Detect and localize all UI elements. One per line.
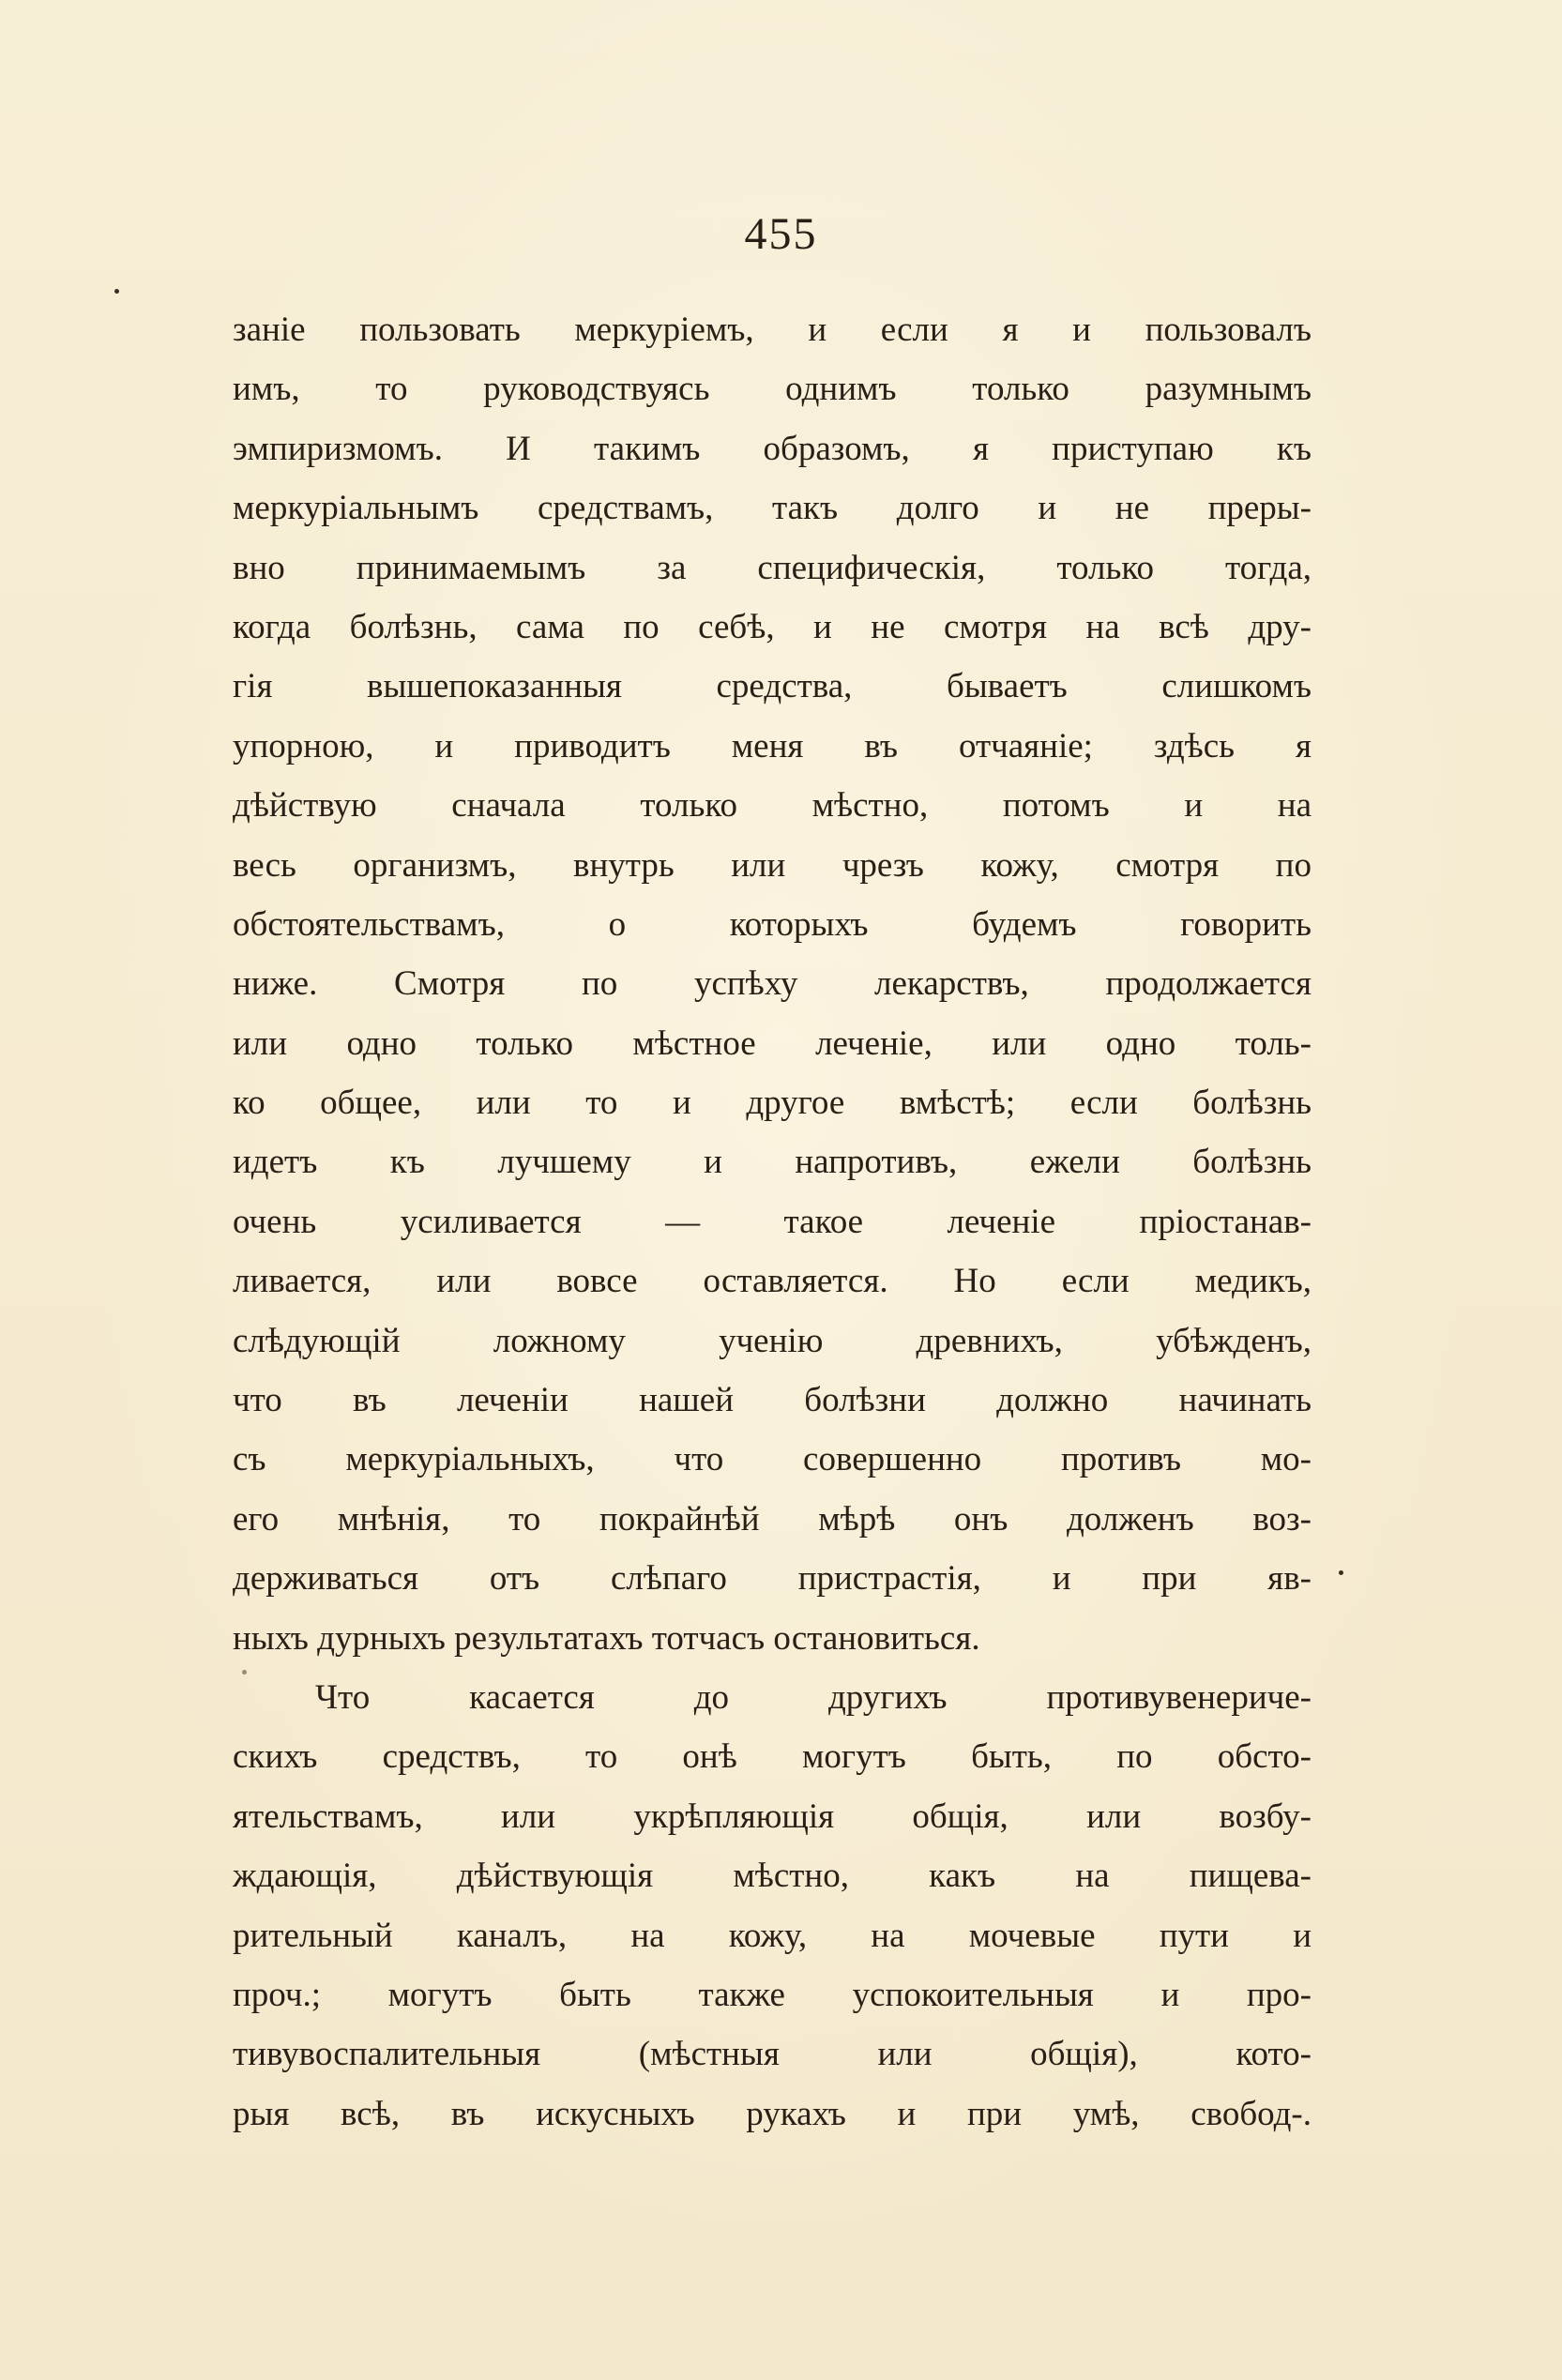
- ink-speck: [242, 1670, 247, 1675]
- text-line: меркуріальнымъ средствамъ, такъ долго и не преры-: [233, 489, 1312, 528]
- text-line: дѣйствую сначала только мѣстно, потомъ и на: [233, 786, 1312, 826]
- paragraph-first-line: Что касается до другихъ противувенериче-: [315, 1677, 1312, 1717]
- page-number: 455: [744, 209, 818, 259]
- text-line: когда болѣзнь, сама по себѣ, и не смотря на всѣ дру-: [233, 607, 1312, 646]
- text-line: рыя всѣ, въ искусныхъ рукахъ и при умѣ, свобод-.: [233, 2094, 1312, 2133]
- text-line: весь организмъ, внутрь или чрезъ кожу, смотря по: [233, 845, 1312, 885]
- text-line: обстоятельствамъ, о которыхъ будемъ говорить: [233, 904, 1312, 944]
- text-line: или одно только мѣстное леченіе, или одно толь-: [233, 1023, 1312, 1063]
- text-line: слѣдующій ложному ученію древнихъ, убѣжденъ,: [233, 1321, 1312, 1360]
- text-line: рительный каналъ, на кожу, на мочевые пути и: [233, 1916, 1312, 1955]
- text-line: что въ леченіи нашей болѣзни должно начинать: [233, 1381, 1312, 1420]
- text-line: скихъ средствъ, то онѣ могутъ быть, по обсто-: [233, 1737, 1312, 1777]
- body-text: [233, 300, 1312, 2144]
- text-line: его мнѣнія, то покрайнѣй мѣрѣ онъ долженъ воз-: [233, 1499, 1312, 1539]
- ink-speck: [1339, 1570, 1343, 1575]
- text-line: идетъ къ лучшему и напротивъ, ежели болѣзнь: [233, 1143, 1312, 1182]
- text-line: ятельствамъ, или укрѣпляющія общія, или возбу-: [233, 1796, 1312, 1836]
- text-line: имъ, то руководствуясь однимъ только разумнымъ: [233, 370, 1312, 409]
- text-line: гія вышепоказанныя средства, бываетъ слишкомъ: [233, 667, 1312, 706]
- text-line: вно принимаемымъ за специфическія, только тогда,: [233, 548, 1312, 587]
- text-line: ливается, или вовсе оставляется. Но если медикъ,: [233, 1262, 1312, 1301]
- text-line: ждающія, дѣйствующія мѣстно, какъ на пищева-: [233, 1857, 1312, 1896]
- text-line: тивувоспалительныя (мѣстныя или общія), кото-: [233, 2035, 1312, 2074]
- text-line: упорною, и приводитъ меня въ отчаяніе; здѣсь я: [233, 726, 1312, 766]
- text-line: ниже. Смотря по успѣху лекарствъ, продолжается: [233, 964, 1312, 1004]
- text-line: ныхъ дурныхъ результатахъ тотчасъ остановиться.: [233, 1618, 980, 1658]
- text-line: очень усиливается — такое леченіе пріостанав-: [233, 1202, 1312, 1241]
- text-line: заніе пользовать меркуріемъ, и если я и пользовалъ: [233, 311, 1312, 349]
- text-line: проч.; могутъ быть также успокоительныя и про-: [233, 1975, 1312, 2014]
- ink-speck: [114, 289, 119, 294]
- text-line: эмпиризмомъ. И такимъ образомъ, я приступаю къ: [233, 429, 1312, 468]
- text-line: ко общее, или то и другое вмѣстѣ; если болѣзнь: [233, 1084, 1312, 1123]
- text-line: съ меркуріальныхъ, что совершенно противъ мо-: [233, 1440, 1312, 1479]
- text-line: держиваться отъ слѣпаго пристрастія, и при яв-: [233, 1559, 1312, 1599]
